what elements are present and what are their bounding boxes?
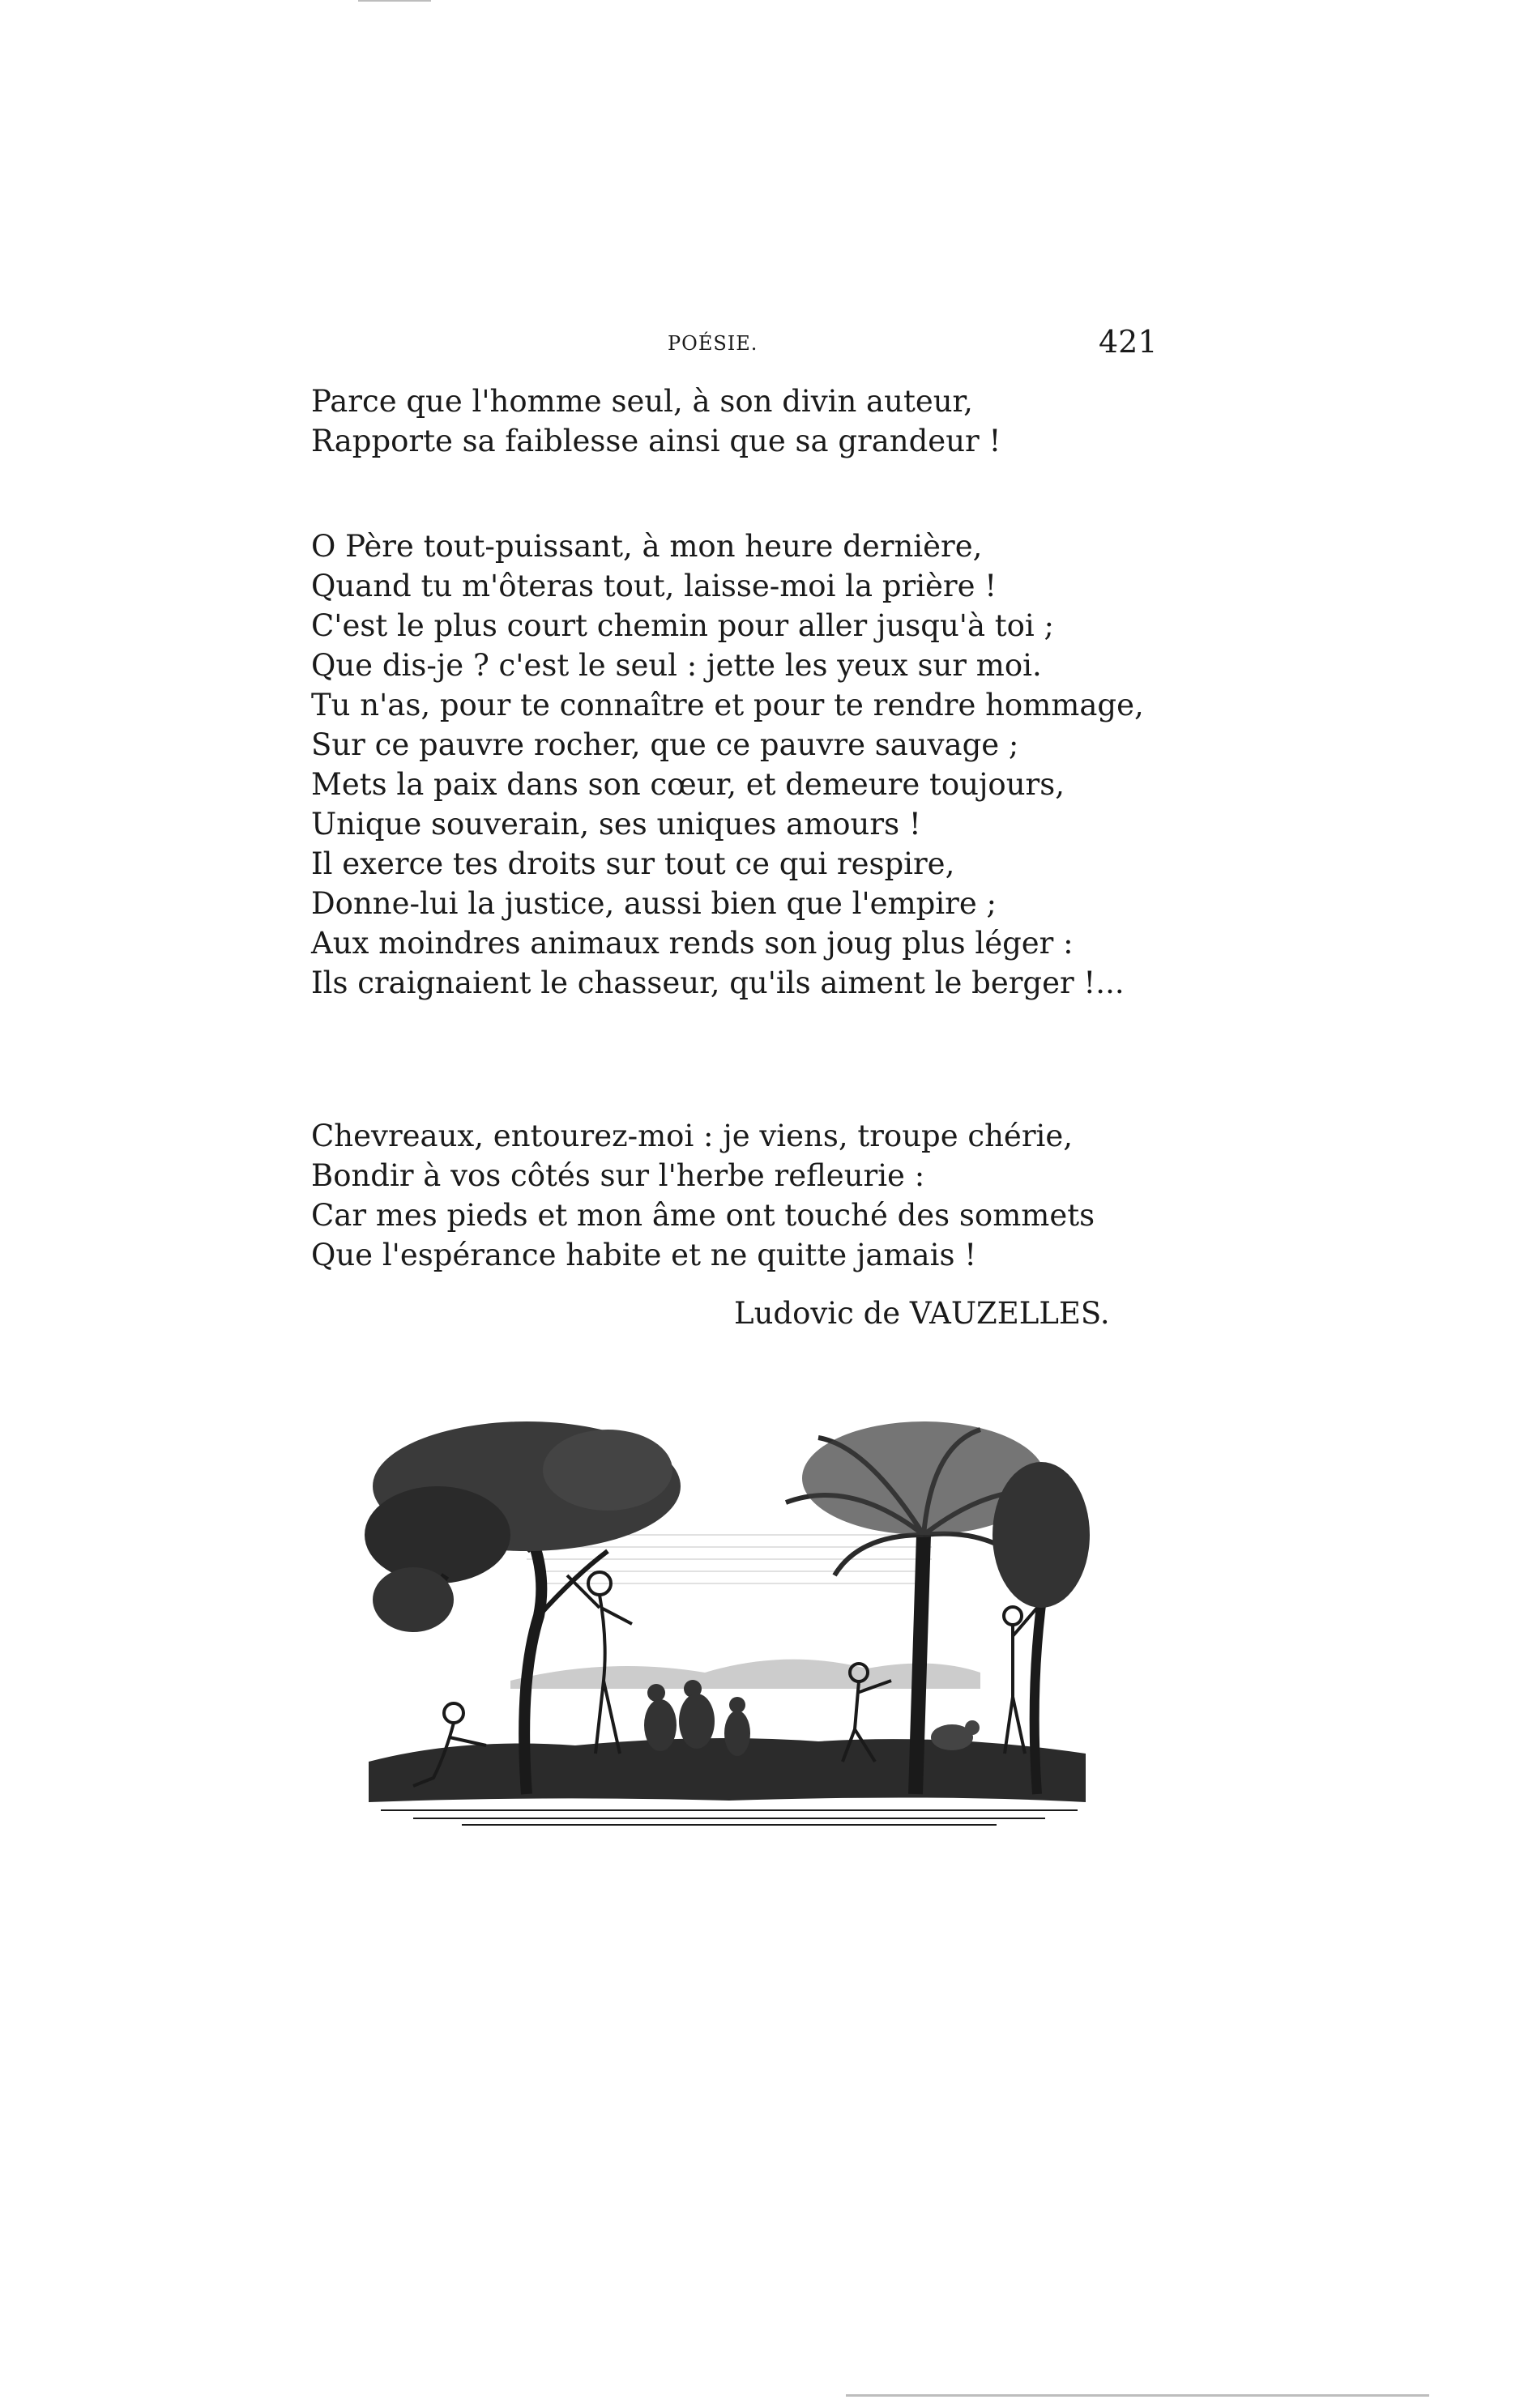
standing-figure xyxy=(567,1572,632,1754)
verse-line: Rapporte sa faiblesse ainsi que sa grandeur ! xyxy=(311,424,1001,458)
verse-line: Chevreaux, entourez-moi : je viens, troupe chérie, xyxy=(311,1119,1073,1153)
stanza-3 xyxy=(311,1116,1095,1275)
verse-line: Que l'espérance habite et ne quitte jamais ! xyxy=(311,1238,977,1272)
left-tree xyxy=(365,1421,681,1794)
verse-line: C'est le plus court chemin pour aller jusqu'à toi ; xyxy=(311,608,1054,643)
author-signature: Ludovic de VAUZELLES. xyxy=(734,1296,1110,1331)
scan-artifact xyxy=(358,0,431,2)
ground-hatching xyxy=(381,1810,1078,1825)
verse-line: Mets la paix dans son cœur, et demeure toujours, xyxy=(311,767,1065,802)
verse-line: Bondir à vos côtés sur l'herbe refleurie : xyxy=(311,1158,925,1193)
verse-line: Que dis-je ? c'est le seul : jette les yeux sur moi. xyxy=(311,648,1042,683)
verse-line: Unique souverain, ses uniques amours ! xyxy=(311,807,921,842)
verse-line: Parce que l'homme seul, à son divin auteur, xyxy=(311,384,973,419)
verse-line: Il exerce tes droits sur tout ce qui respire, xyxy=(311,846,955,881)
verse-line: Car mes pieds et mon âme ont touché des sommets xyxy=(311,1198,1095,1233)
stanza-1 xyxy=(311,381,1001,461)
verse-line: Sur ce pauvre rocher, que ce pauvre sauvage ; xyxy=(311,727,1019,762)
verse-line: O Père tout-puissant, à mon heure dernière, xyxy=(311,529,983,564)
engraved-vignette xyxy=(365,1413,1094,1839)
verse-line: Aux moindres animaux rends son joug plus léger : xyxy=(311,926,1074,961)
running-title: POÉSIE. xyxy=(668,332,758,355)
distant-hills xyxy=(510,1660,980,1689)
verse-line: Tu n'as, pour te connaître et pour te rendre hommage, xyxy=(311,688,1144,722)
stanza-2 xyxy=(311,526,1144,1003)
page-number: 421 xyxy=(1099,324,1158,360)
scan-artifact xyxy=(846,2394,1429,2397)
ground xyxy=(369,1738,1086,1802)
verse-line: Donne-lui la justice, aussi bien que l'empire ; xyxy=(311,886,997,921)
verse-line: Quand tu m'ôteras tout, laisse-moi la prière ! xyxy=(311,569,997,603)
verse-line: Ils craignaient le chasseur, qu'ils aiment le berger !... xyxy=(311,965,1125,1000)
children-group xyxy=(644,1680,750,1756)
